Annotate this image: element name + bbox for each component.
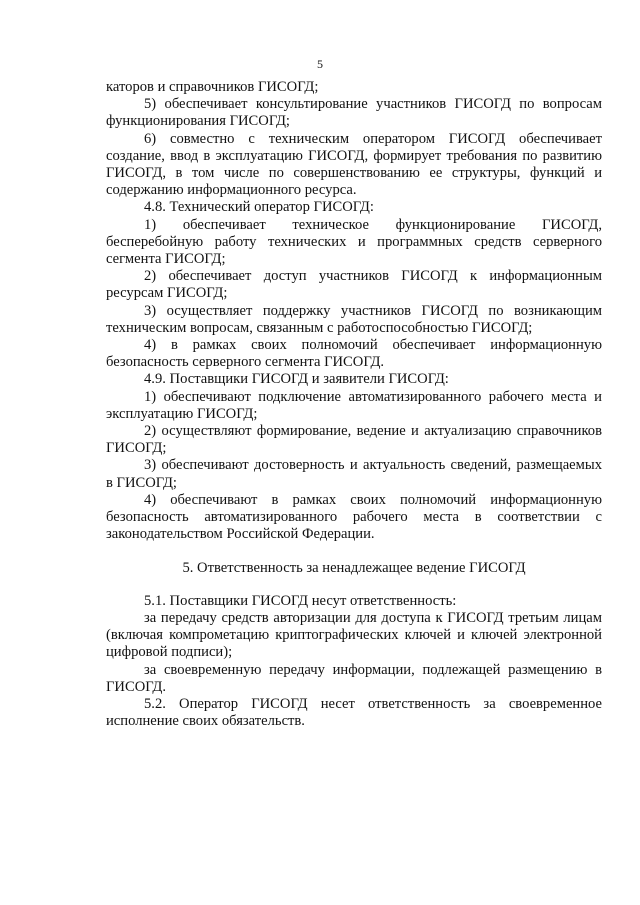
paragraph: 2) обеспечивает доступ участников ГИСОГД к информационным ресурсам ГИСОГД; [106,268,602,302]
paragraph: 4) обеспечивают в рамках своих полномочий информационную безопасность автоматизированного рабочего места в соответствии с законодательством Российской Федерации. [106,491,602,543]
paragraph: 4) в рамках своих полномочий обеспечивает информационную безопасность серверного сегмента ГИСОГД. [106,337,602,371]
paragraph: 6) совместно с техническим оператором ГИСОГД обеспечивает создание, ввод в эксплуатацию ГИСОГД, формирует требования по развитию ГИСОГД, в том числе по совершенствованию ее структуры, функций и содержанию информационного ресурса. [106,130,602,199]
clause-heading: 4.8. Технический оператор ГИСОГД: [144,199,374,216]
paragraph: каторов и справочников ГИСОГД; [106,79,319,95]
paragraph: за своевременную передачу информации, подлежащей размещению в ГИСОГД. [106,661,602,695]
paragraph: 3) осуществляет поддержку участников ГИСОГД по возникающим техническим вопросам, связанным с работоспособностью ГИСОГД; [106,302,602,336]
paragraph: 5.2. Оператор ГИСОГД несет ответственность за своевременное исполнение своих обязательств. [106,695,602,730]
section-heading: 5. Ответственность за ненадлежащее ведение ГИСОГД [182,560,526,577]
paragraph: 2) осуществляют формирование, ведение и актуализацию справочников ГИСОГД; [106,423,602,457]
document-body [106,79,602,730]
clause-heading: 4.9. Поставщики ГИСОГД и заявители ГИСОГД: [144,371,449,388]
paragraph: 5) обеспечивает консультирование участников ГИСОГД по вопросам функционирования ГИСОГД; [106,96,602,130]
paragraph: 1) обеспечивает техническое функционирование ГИСОГД, бесперебойную работу технических и программных средств серверного сегмента ГИСОГД; [106,216,602,268]
page-number: 5 [317,57,323,71]
paragraph: за передачу средств авторизации для доступа к ГИСОГД третьим лицам (включая компрометацию криптографических ключей и ключей электронной цифровой подписи); [106,609,602,661]
paragraph: 3) обеспечивают достоверность и актуальность сведений, размещаемых в ГИСОГД; [106,457,602,491]
paragraph: 1) обеспечивают подключение автоматизированного рабочего места и эксплуатацию ГИСОГД; [106,388,602,422]
clause-heading: 5.1. Поставщики ГИСОГД несут ответственность: [144,592,457,609]
